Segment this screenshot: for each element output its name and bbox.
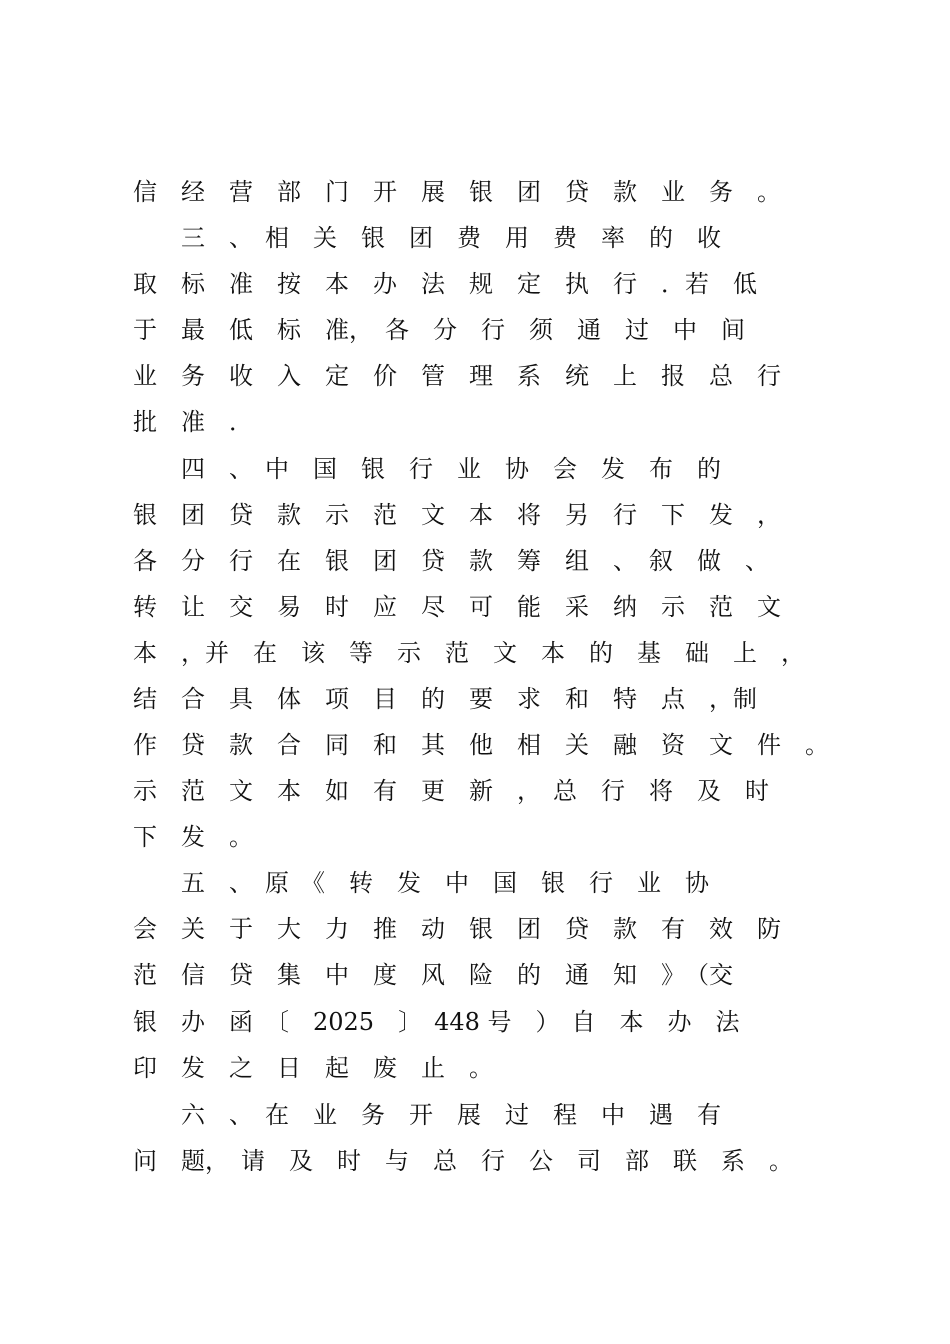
text-line: 转 让 交 易 时 应 尽 可 能 采 纳 示 范 文 [133,593,781,621]
text-line: 五 、 原 《 转 发 中 国 银 行 业 协 [133,869,709,897]
text-line: 各 分 行 在 银 团 贷 款 筹 组 、 叙 做 、 [133,547,769,575]
text-line: 六 、 在 业 务 开 展 过 程 中 遇 有 [133,1101,721,1129]
text-line: 作 贷 款 合 同 和 其 他 相 关 融 资 文 件 。 [133,731,829,759]
text-line: 示 范 文 本 如 有 更 新 ， 总 行 将 及 时 [133,777,769,805]
text-line: 问 题， 请 及 时 与 总 行 公 司 部 联 系 。 [133,1147,793,1175]
text-line: 于 最 低 标 准， 各 分 行 须 通 过 中 间 [133,316,745,344]
text-line: 银 办 函 〔 2025 〕 448 号 ） 自 本 办 法 [133,1008,740,1036]
text-line: 业 务 收 入 定 价 管 理 系 统 上 报 总 行 [133,362,781,390]
text-line: 三 、 相 关 银 团 费 用 费 率 的 收 [133,224,721,252]
text-line: 四 、 中 国 银 行 业 协 会 发 布 的 [133,455,721,483]
text-line: 范 信 贷 集 中 度 风 险 的 通 知 》 （交 [133,961,733,989]
text-line: 批 准 ． [133,408,253,436]
text-line: 结 合 具 体 项 目 的 要 求 和 特 点 ，制 [133,685,757,713]
text-line: 本 ，并 在 该 等 示 范 文 本 的 基 础 上 ， [133,639,805,667]
text-line: 会 关 于 大 力 推 动 银 团 贷 款 有 效 防 [133,915,781,943]
text-line: 信 经 营 部 门 开 展 银 团 贷 款 业 务 。 [133,178,781,206]
text-line: 印 发 之 日 起 废 止 。 [133,1054,493,1082]
text-line: 取 标 准 按 本 办 法 规 定 执 行 ．若 低 [133,270,757,298]
text-line: 下 发 。 [133,823,253,851]
text-line: 银 团 贷 款 示 范 文 本 将 另 行 下 发 ， [133,501,781,529]
